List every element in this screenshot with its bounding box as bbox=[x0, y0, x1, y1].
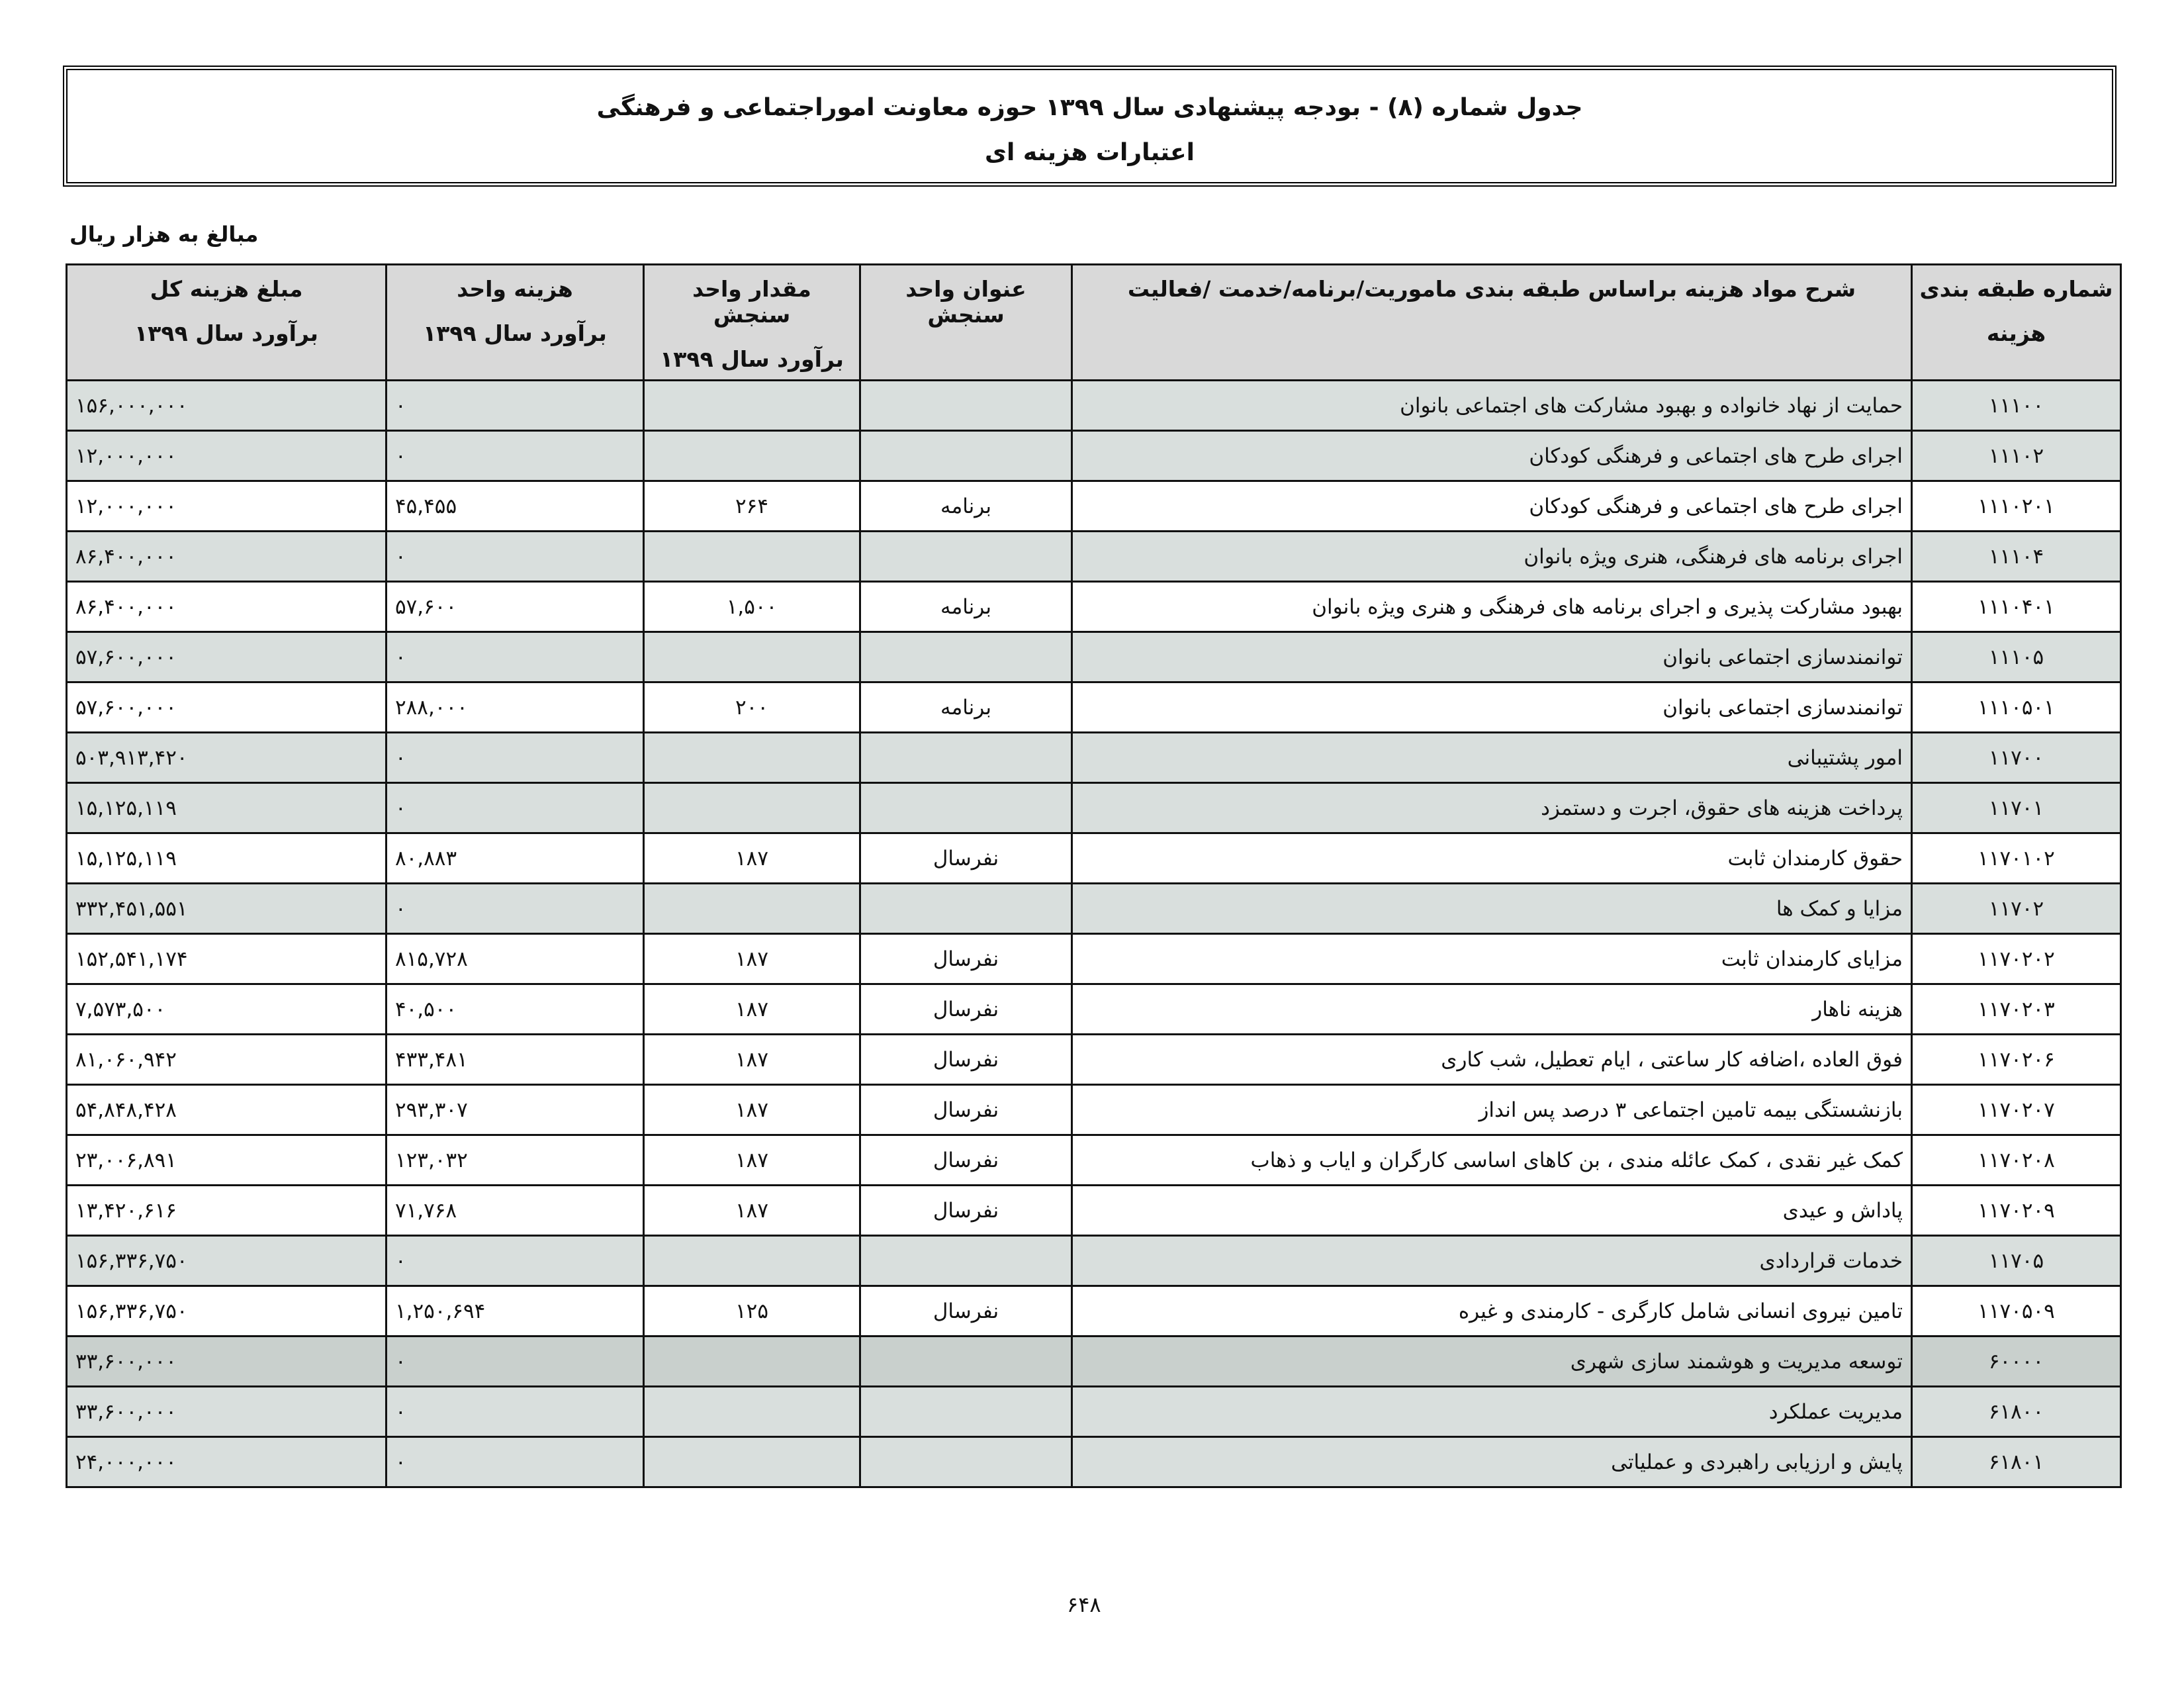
unit-cost-cell: ۲۸۸,۰۰۰ bbox=[387, 682, 644, 733]
table-subtitle: اعتبارات هزینه ای bbox=[985, 139, 1195, 166]
table-row bbox=[67, 481, 2121, 532]
table-row bbox=[67, 783, 2121, 833]
unit-cost-cell: ۰ bbox=[387, 532, 644, 582]
currency-unit-note: مبالغ به هزار ریال bbox=[69, 222, 259, 247]
table-row bbox=[67, 431, 2121, 481]
unit-cost-cell: ۰ bbox=[387, 381, 644, 431]
table-row bbox=[67, 1186, 2121, 1236]
unit-cost-cell: ۵۷,۶۰۰ bbox=[387, 582, 644, 632]
unit-cost-cell: ۰ bbox=[387, 632, 644, 682]
quantity-cell bbox=[644, 783, 860, 833]
description-cell: تامین نیروی انسانی شامل کارگری - کارمندی و غیره bbox=[1072, 1286, 1912, 1336]
table-row bbox=[67, 682, 2121, 733]
description-cell: مدیریت عملکرد bbox=[1072, 1387, 1912, 1437]
quantity-cell bbox=[644, 1336, 860, 1387]
table-row bbox=[67, 1236, 2121, 1286]
code-cell: ۱۱۱۰۴ bbox=[1912, 532, 2121, 582]
header-total-cost: مبلغ هزینه کل برآورد سال ۱۳۹۹ bbox=[67, 265, 387, 381]
unit-cost-cell: ۴۰,۵۰۰ bbox=[387, 984, 644, 1035]
code-cell: ۱۱۷۰۱۰۲ bbox=[1912, 833, 2121, 884]
description-cell: توانمندسازی اجتماعی بانوان bbox=[1072, 682, 1912, 733]
table-title-box bbox=[63, 66, 2116, 187]
total-cost-cell: ۱۵۶,۳۳۶,۷۵۰ bbox=[67, 1236, 387, 1286]
total-cost-cell: ۸۶,۴۰۰,۰۰۰ bbox=[67, 582, 387, 632]
unit-cost-cell: ۱۲۳,۰۳۲ bbox=[387, 1135, 644, 1186]
description-cell: مزایا و کمک ها bbox=[1072, 884, 1912, 934]
total-cost-cell: ۲۳,۰۰۶,۸۹۱ bbox=[67, 1135, 387, 1186]
unit-cell: نفرسال bbox=[860, 984, 1072, 1035]
table-row bbox=[67, 1135, 2121, 1186]
page-number: ۶۴۸ bbox=[1067, 1592, 1101, 1617]
unit-cost-cell: ۴۵,۴۵۵ bbox=[387, 481, 644, 532]
header-description: شرح مواد هزینه براساس طبقه بندی ماموریت/برنامه/خدمت /فعالیت bbox=[1072, 265, 1912, 381]
quantity-cell: ۱۸۷ bbox=[644, 1035, 860, 1085]
quantity-cell: ۱۸۷ bbox=[644, 1135, 860, 1186]
total-cost-cell: ۱۲,۰۰۰,۰۰۰ bbox=[67, 481, 387, 532]
description-cell: حمایت از نهاد خانواده و بهبود مشارکت های اجتماعی بانوان bbox=[1072, 381, 1912, 431]
unit-cost-cell: ۴۳۳,۴۸۱ bbox=[387, 1035, 644, 1085]
quantity-cell: ۱۸۷ bbox=[644, 1186, 860, 1236]
code-cell: ۱۱۷۰۲۰۷ bbox=[1912, 1085, 2121, 1135]
unit-cost-cell: ۸۱۵,۷۲۸ bbox=[387, 934, 644, 984]
quantity-cell: ۱۸۷ bbox=[644, 984, 860, 1035]
quantity-cell: ۱۸۷ bbox=[644, 833, 860, 884]
budget-table bbox=[66, 263, 2122, 1488]
description-cell: مزایای کارمندان ثابت bbox=[1072, 934, 1912, 984]
total-cost-cell: ۸۱,۰۶۰,۹۴۲ bbox=[67, 1035, 387, 1085]
quantity-cell bbox=[644, 381, 860, 431]
total-cost-cell: ۱۵,۱۲۵,۱۱۹ bbox=[67, 783, 387, 833]
description-cell: هزینه ناهار bbox=[1072, 984, 1912, 1035]
total-cost-cell: ۲۴,۰۰۰,۰۰۰ bbox=[67, 1437, 387, 1487]
description-cell: اجرای برنامه های فرهنگی، هنری ویژه بانوان bbox=[1072, 532, 1912, 582]
total-cost-cell: ۷,۵۷۳,۵۰۰ bbox=[67, 984, 387, 1035]
unit-cell bbox=[860, 1236, 1072, 1286]
table-row bbox=[67, 1035, 2121, 1085]
total-cost-cell: ۱۲,۰۰۰,۰۰۰ bbox=[67, 431, 387, 481]
code-cell: ۱۱۷۰۲۰۹ bbox=[1912, 1186, 2121, 1236]
quantity-cell: ۱,۵۰۰ bbox=[644, 582, 860, 632]
unit-cell bbox=[860, 1437, 1072, 1487]
unit-cell bbox=[860, 532, 1072, 582]
description-cell: بهبود مشارکت پذیری و اجرای برنامه های فرهنگی و هنری ویژه بانوان bbox=[1072, 582, 1912, 632]
description-cell: توانمندسازی اجتماعی بانوان bbox=[1072, 632, 1912, 682]
unit-cell bbox=[860, 783, 1072, 833]
code-cell: ۶۱۸۰۱ bbox=[1912, 1437, 2121, 1487]
total-cost-cell: ۱۵۶,۰۰۰,۰۰۰ bbox=[67, 381, 387, 431]
unit-cell: نفرسال bbox=[860, 1035, 1072, 1085]
total-cost-cell: ۵۴,۸۴۸,۴۲۸ bbox=[67, 1085, 387, 1135]
quantity-cell bbox=[644, 632, 860, 682]
total-cost-cell: ۵۷,۶۰۰,۰۰۰ bbox=[67, 682, 387, 733]
quantity-cell: ۱۲۵ bbox=[644, 1286, 860, 1336]
table-row bbox=[67, 1085, 2121, 1135]
unit-cell: نفرسال bbox=[860, 1135, 1072, 1186]
code-cell: ۶۱۸۰۰ bbox=[1912, 1387, 2121, 1437]
code-cell: ۱۱۷۰۲۰۸ bbox=[1912, 1135, 2121, 1186]
header-quantity: مقدار واحد سنجش برآورد سال ۱۳۹۹ bbox=[644, 265, 860, 381]
code-cell: ۱۱۱۰۲۰۱ bbox=[1912, 481, 2121, 532]
total-cost-cell: ۵۰۳,۹۱۳,۴۲۰ bbox=[67, 733, 387, 783]
code-cell: ۱۱۱۰۵ bbox=[1912, 632, 2121, 682]
code-cell: ۱۱۱۰۲ bbox=[1912, 431, 2121, 481]
description-cell: خدمات قراردادی bbox=[1072, 1236, 1912, 1286]
code-cell: ۱۱۷۰۲۰۳ bbox=[1912, 984, 2121, 1035]
table-row bbox=[67, 733, 2121, 783]
description-cell: کمک غیر نقدی ، کمک عائله مندی ، بن کاهای اساسی کارگران و ایاب و ذهاب bbox=[1072, 1135, 1912, 1186]
unit-cell bbox=[860, 632, 1072, 682]
total-cost-cell: ۱۳,۴۲۰,۶۱۶ bbox=[67, 1186, 387, 1236]
table-row bbox=[67, 381, 2121, 431]
table-row bbox=[67, 884, 2121, 934]
code-cell: ۱۱۱۰۴۰۱ bbox=[1912, 582, 2121, 632]
unit-cost-cell: ۷۱,۷۶۸ bbox=[387, 1186, 644, 1236]
quantity-cell bbox=[644, 431, 860, 481]
unit-cell: نفرسال bbox=[860, 833, 1072, 884]
unit-cell bbox=[860, 381, 1072, 431]
code-cell: ۱۱۷۰۲۰۲ bbox=[1912, 934, 2121, 984]
code-cell: ۱۱۷۰۵ bbox=[1912, 1236, 2121, 1286]
description-cell: توسعه مدیریت و هوشمند سازی شهری bbox=[1072, 1336, 1912, 1387]
table-row bbox=[67, 532, 2121, 582]
quantity-cell: ۲۰۰ bbox=[644, 682, 860, 733]
unit-cost-cell: ۰ bbox=[387, 1437, 644, 1487]
table-row bbox=[67, 833, 2121, 884]
unit-cell bbox=[860, 884, 1072, 934]
unit-cell: نفرسال bbox=[860, 1085, 1072, 1135]
unit-cell: برنامه bbox=[860, 481, 1072, 532]
table-row bbox=[67, 1437, 2121, 1487]
unit-cost-cell: ۰ bbox=[387, 1336, 644, 1387]
code-cell: ۱۱۱۰۰ bbox=[1912, 381, 2121, 431]
total-cost-cell: ۳۳,۶۰۰,۰۰۰ bbox=[67, 1336, 387, 1387]
description-cell: اجرای طرح های اجتماعی و فرهنگی کودکان bbox=[1072, 431, 1912, 481]
table-row bbox=[67, 984, 2121, 1035]
code-cell: ۶۰۰۰۰ bbox=[1912, 1336, 2121, 1387]
table-row bbox=[67, 1387, 2121, 1437]
code-cell: ۱۱۱۰۵۰۱ bbox=[1912, 682, 2121, 733]
unit-cost-cell: ۲۹۳,۳۰۷ bbox=[387, 1085, 644, 1135]
table-row bbox=[67, 1336, 2121, 1387]
table-header-row bbox=[67, 265, 2121, 381]
unit-cost-cell: ۰ bbox=[387, 733, 644, 783]
unit-cost-cell: ۰ bbox=[387, 431, 644, 481]
header-unit: عنوان واحد سنجش bbox=[860, 265, 1072, 381]
total-cost-cell: ۱۵۲,۵۴۱,۱۷۴ bbox=[67, 934, 387, 984]
unit-cell bbox=[860, 431, 1072, 481]
quantity-cell bbox=[644, 1236, 860, 1286]
unit-cost-cell: ۱,۲۵۰,۶۹۴ bbox=[387, 1286, 644, 1336]
total-cost-cell: ۳۳۲,۴۵۱,۵۵۱ bbox=[67, 884, 387, 934]
code-cell: ۱۱۷۰۲ bbox=[1912, 884, 2121, 934]
unit-cell bbox=[860, 733, 1072, 783]
description-cell: اجرای طرح های اجتماعی و فرهنگی کودکان bbox=[1072, 481, 1912, 532]
unit-cost-cell: ۰ bbox=[387, 884, 644, 934]
table-row bbox=[67, 632, 2121, 682]
quantity-cell bbox=[644, 1387, 860, 1437]
header-unit-cost: هزینه واحد برآورد سال ۱۳۹۹ bbox=[387, 265, 644, 381]
code-cell: ۱۱۷۰۲۰۶ bbox=[1912, 1035, 2121, 1085]
description-cell: پرداخت هزینه های حقوق، اجرت و دستمزد bbox=[1072, 783, 1912, 833]
code-cell: ۱۱۷۰۰ bbox=[1912, 733, 2121, 783]
unit-cell: نفرسال bbox=[860, 1286, 1072, 1336]
quantity-cell bbox=[644, 733, 860, 783]
unit-cost-cell: ۰ bbox=[387, 1236, 644, 1286]
unit-cell: نفرسال bbox=[860, 934, 1072, 984]
quantity-cell: ۱۸۷ bbox=[644, 934, 860, 984]
unit-cost-cell: ۰ bbox=[387, 783, 644, 833]
total-cost-cell: ۳۳,۶۰۰,۰۰۰ bbox=[67, 1387, 387, 1437]
description-cell: حقوق کارمندان ثابت bbox=[1072, 833, 1912, 884]
description-cell: پایش و ارزیابی راهبردی و عملیاتی bbox=[1072, 1437, 1912, 1487]
description-cell: بازنشستگی بیمه تامین اجتماعی ۳ درصد پس انداز bbox=[1072, 1085, 1912, 1135]
quantity-cell bbox=[644, 532, 860, 582]
table-row bbox=[67, 1286, 2121, 1336]
quantity-cell bbox=[644, 884, 860, 934]
table-row bbox=[67, 934, 2121, 984]
unit-cell: نفرسال bbox=[860, 1186, 1072, 1236]
quantity-cell: ۱۸۷ bbox=[644, 1085, 860, 1135]
table-row bbox=[67, 582, 2121, 632]
unit-cell: برنامه bbox=[860, 582, 1072, 632]
description-cell: فوق العاده ،اضافه کار ساعتی ، ایام تعطیل، شب کاری bbox=[1072, 1035, 1912, 1085]
unit-cost-cell: ۸۰,۸۸۳ bbox=[387, 833, 644, 884]
total-cost-cell: ۱۵,۱۲۵,۱۱۹ bbox=[67, 833, 387, 884]
code-cell: ۱۱۷۰۱ bbox=[1912, 783, 2121, 833]
quantity-cell: ۲۶۴ bbox=[644, 481, 860, 532]
unit-cell bbox=[860, 1336, 1072, 1387]
total-cost-cell: ۱۵۶,۳۳۶,۷۵۰ bbox=[67, 1286, 387, 1336]
description-cell: امور پشتیبانی bbox=[1072, 733, 1912, 783]
code-cell: ۱۱۷۰۵۰۹ bbox=[1912, 1286, 2121, 1336]
total-cost-cell: ۵۷,۶۰۰,۰۰۰ bbox=[67, 632, 387, 682]
header-code: شماره طبقه بندی هزینه bbox=[1912, 265, 2121, 381]
unit-cell: برنامه bbox=[860, 682, 1072, 733]
unit-cell bbox=[860, 1387, 1072, 1437]
description-cell: پاداش و عیدی bbox=[1072, 1186, 1912, 1236]
quantity-cell bbox=[644, 1437, 860, 1487]
table-title: جدول شماره (۸) - بودجه پیشنهادی سال ۱۳۹۹ حوزه معاونت اموراجتماعی و فرهنگی bbox=[596, 94, 1583, 121]
unit-cost-cell: ۰ bbox=[387, 1387, 644, 1437]
total-cost-cell: ۸۶,۴۰۰,۰۰۰ bbox=[67, 532, 387, 582]
